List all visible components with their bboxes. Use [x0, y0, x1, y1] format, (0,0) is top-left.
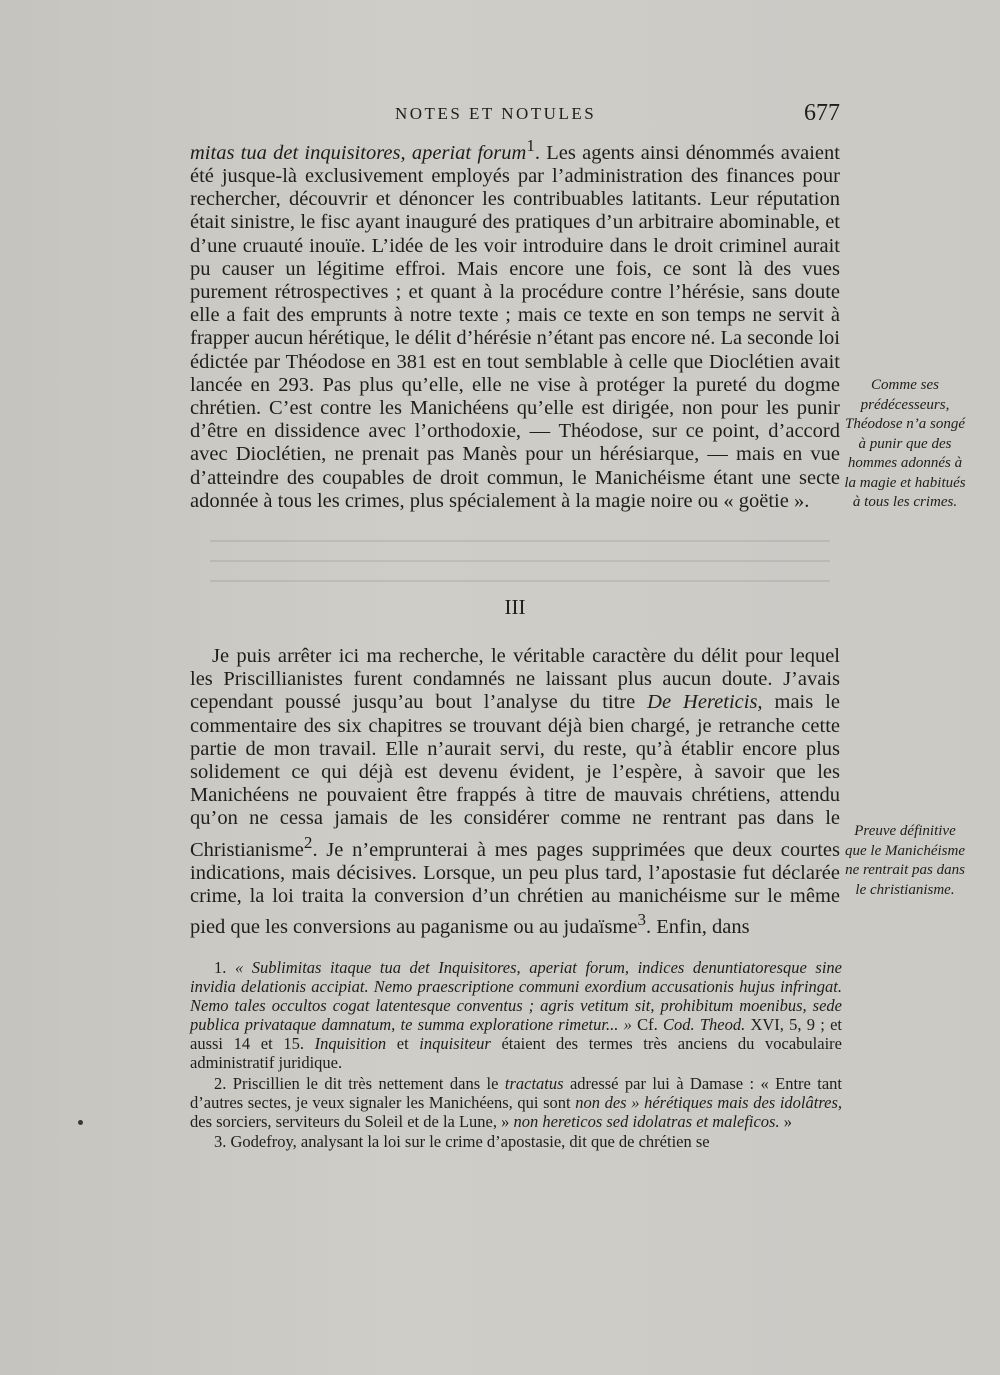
footnote-2-text3: des sorciers, serviteurs du Soleil et de la Lune, »: [190, 1111, 514, 1131]
footnote-3-number: 3.: [214, 1131, 227, 1151]
margin-note-2: Preuve définitive que le Manichéisme ne rentrait pas dans le christianisme.: [845, 823, 965, 898]
footnote-2-italic-a: non des » hérétiques mais des idolâtres,: [575, 1092, 843, 1112]
margin-note-1: Comme ses prédécesseurs, Théodose n’a songé à punir que des hommes adonnés à la magie et habitués à tous les crimes.: [844, 377, 966, 510]
footnote-1-ref: XVI, 5, 9 ; et aussi 14 et 15.: [190, 1015, 842, 1054]
footnote-2-number: 2.: [214, 1073, 227, 1093]
footnotes: [190, 958, 842, 1151]
footnote-1-cf: Cf.: [631, 1015, 663, 1035]
footnote-1-quote: « Sublimitas itaque tua det Inquisitores, aperiat forum, indices denuntiatoresque sine invidia delationis accipiat. Nemo praescriptione communi exordium accusationis hujus infringat. Nemo tales occultos cogat latentesque conventus ; agris vetitum sit, prohibitum moenibus, sede publica privataque damnatum, te summa exploratione rimetur... »: [190, 958, 843, 1035]
show-through-text: [210, 540, 830, 600]
running-head: [190, 100, 840, 130]
paragraph-2-part2: mais le commentaire des six chapitres se trouvant déjà bien chargé, je retranche cette partie de mon travail. Elle n’aurait servi, du reste, qu’à établir encore plus solidement ce qui déjà est devenu évident, je l’espère, à savoir que les Manichéens ne pouvaient être frappés à titre de mauvais chrétiens, attendu qu’on ne cessa jamais de les considérer comme ne rentrant pas dans le Christianisme: [190, 691, 840, 861]
footnote-2-italic-b: non hereticos sed idolatras et maleficos.: [513, 1111, 780, 1131]
ink-speck: [78, 1120, 83, 1125]
paragraph-1: [190, 134, 840, 513]
footnote-1-term2: inquisiteur: [419, 1034, 491, 1054]
footnote-1: [190, 958, 842, 1073]
paragraph-1-text: . Les agents ainsi dénommés avaient été jusque-là exclusivement employés par l’administration des finances pour rechercher, découvrir et dénoncer les contribuables latitants. Leur réputation était sinistre, le fisc ayant inauguré des pratiques d’un arbitraire abominable, et d’une cruauté inouïe. L’idée de les voir introduire dans le droit criminel aurait pu causer un légitime effroi. Mais encore une fois, ce sont là des vues purement rétrospectives ; et quant à la procédure contre l’hérésie, sans doute elle a fait des emprunts à notre texte ; mais ce texte en son temps ne servit à frapper aucun hérétique, le délit d’hérésie n’étant pas encore né. La seconde loi édictée par Théodose en 381 est en tout semblable à celle que Dioclétien avait lancée en 293. Pas plus qu’elle, elle ne vise à protéger la pureté du dogme chrétien. C’est contre les Manichéens qu’elle est dirigée, non pour les punir d’être en dissidence avec l’orthodoxie, — Théodose, sur ce point, d’accord avec Dioclétien, ne prenait pas Manès pour un hérésiarque, — mais en vue d’atteindre des coupables de droit commun, le Manichéisme étant une secte adonnée à tous les crimes, plus spécialement à la magie noire ou « goëtie ».: [190, 141, 840, 512]
footnote-1-number: 1.: [214, 958, 227, 977]
paragraph-2-part1: Je puis arrêter ici ma recherche, le véritable caractère du délit pour lequel les Priscillianistes furent condamnés ne laissant plus aucun doute. J’avais cependant poussé jusqu’au bout l’analyse du titre: [190, 645, 840, 714]
paragraph-2-part3: . Je n’emprunterai à mes pages supprimées que deux courtes indications, mais décisives. Lorsque, un peu plus tard, l’apostasie fut déclarée crime, la loi traita la conversion d’un chrétien au manichéisme sur le même pied que les conversions au paganisme ou au judaïsme: [190, 838, 840, 938]
footnote-3: [190, 1132, 842, 1151]
footnote-3-text: Godefroy, analysant la loi sur le crime d’apostasie, dit que de chrétien se: [226, 1131, 710, 1151]
footnote-2-text4: »: [779, 1111, 792, 1131]
footnote-ref-3: 3: [637, 910, 647, 930]
footnote-2: [190, 1074, 842, 1131]
footnote-2-text2: adressé par lui à Damase : « Entre tant d’autres sectes, je veux signaler les Manichéens, qui sont: [190, 1073, 842, 1112]
footnote-ref-2: 2: [303, 832, 313, 852]
page-number: 677: [804, 100, 840, 126]
footnote-1-end: étaient des termes très anciens du vocabulaire administratif juridique.: [190, 1034, 842, 1073]
paragraph-2: [190, 645, 840, 939]
section-heading: III: [504, 595, 526, 619]
latin-lead: mitas tua det inquisitores, aperiat forum: [190, 141, 527, 164]
footnote-1-term1: Inquisition: [314, 1034, 387, 1054]
footnote-1-mid: et: [386, 1034, 420, 1054]
footnote-2-tractatus: tractatus: [504, 1073, 564, 1093]
footnote-1-code: Cod. Theod.: [662, 1015, 746, 1035]
footnote-2-text1: Priscillien le dit très nettement dans le: [226, 1073, 505, 1093]
footnote-ref-1: 1: [526, 136, 535, 155]
paragraph-2-part4: . Enfin, dans: [646, 915, 750, 938]
de-hereticis-title: De Hereticis,: [647, 691, 763, 714]
running-title: NOTES ET NOTULES: [395, 104, 597, 123]
